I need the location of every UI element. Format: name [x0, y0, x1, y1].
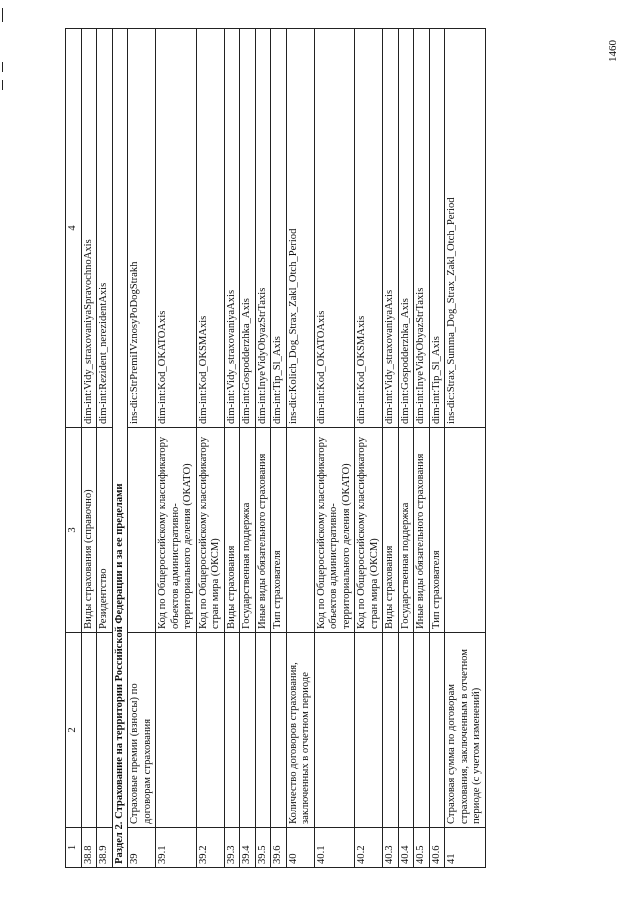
column-header: 4 [66, 29, 82, 428]
row-indicator [429, 633, 445, 828]
row-indicator: Количество договоров страхования, заключенных в отчетном периоде [286, 633, 314, 828]
row-description: Тип страхователя [271, 428, 287, 633]
row-description [286, 428, 314, 633]
row-code: dim-int:Kod_OKATOAxis [156, 29, 197, 428]
row-description: Код по Общероссийскому классификатору объектов административно-территориального деления (ОКАТО) [314, 428, 355, 633]
row-description: Виды страхования [383, 428, 399, 633]
row-number: 39.5 [255, 828, 271, 868]
row-indicator [97, 633, 113, 828]
row-code: dim-int:Kod_OKSMAxis [355, 29, 383, 428]
table-row [398, 29, 414, 868]
row-number: 40.6 [429, 828, 445, 868]
row-number: 38.9 [97, 828, 113, 868]
row-description: Резидентство [97, 428, 113, 633]
column-header: 3 [66, 428, 82, 633]
row-indicator [398, 633, 414, 828]
row-code: dim-int:InyeVidyObyazStrTaxis [414, 29, 430, 428]
row-indicator [383, 633, 399, 828]
section-label: Раздел 2. Страхование на территории Российской Федерации и за ее пределами [112, 29, 128, 868]
page-number: 1460 [607, 40, 619, 62]
table-row [255, 29, 271, 868]
row-code: dim-int:Tip_Sl_Axis [271, 29, 287, 428]
row-number: 39.1 [156, 828, 197, 868]
row-code: ins-dic:Kolich_Dog_Strax_Zakl_Otch_Period [286, 29, 314, 428]
rotated-page [65, 28, 600, 868]
header-row [66, 29, 82, 868]
table-row [445, 29, 486, 868]
row-code: ins-dic:Strax_Summa_Dog_Strax_Zakl_Otch_Period [445, 29, 486, 428]
row-number: 40.1 [314, 828, 355, 868]
table-row [286, 29, 314, 868]
table-row [81, 29, 97, 868]
table-row [196, 29, 224, 868]
row-code: dim-int:Rezident_nerezidentAxis [97, 29, 113, 428]
row-indicator [255, 633, 271, 828]
row-number: 39 [128, 828, 156, 868]
row-description: Иные виды обязательного страхования [255, 428, 271, 633]
table-row [314, 29, 355, 868]
table-row [271, 29, 287, 868]
row-description: Государственная поддержка [398, 428, 414, 633]
row-description: Код по Общероссийскому классификатору объектов административно-территориального деления (ОКАТО) [156, 428, 197, 633]
row-indicator [156, 633, 197, 828]
row-number: 39.3 [224, 828, 240, 868]
margin-mark [2, 80, 3, 90]
row-number: 39.4 [240, 828, 256, 868]
row-code: dim-int:InyeVidyObyazStrTaxis [255, 29, 271, 428]
table-row [355, 29, 383, 868]
row-code: dim-int:Kod_OKATOAxis [314, 29, 355, 428]
row-indicator [240, 633, 256, 828]
row-indicator: Страховые премии (взносы) по договорам страхования [128, 633, 156, 828]
row-description [128, 428, 156, 633]
row-code: dim-int:Tip_Sl_Axis [429, 29, 445, 428]
row-description: Тип страхователя [429, 428, 445, 633]
row-description [445, 428, 486, 633]
table-row [240, 29, 256, 868]
row-code: dim-int:Vidy_straxovaniyaAxis [224, 29, 240, 428]
table-row [414, 29, 430, 868]
row-number: 40.4 [398, 828, 414, 868]
row-number: 40.2 [355, 828, 383, 868]
row-description: Иные виды обязательного страхования [414, 428, 430, 633]
table-row [128, 29, 156, 868]
row-indicator: Страховая сумма по договорам страхования, заключенным в отчетном периоде (с учетом изменений) [445, 633, 486, 828]
row-code: dim-int:Vidy_straxovaniyaAxis [383, 29, 399, 428]
row-indicator [81, 633, 97, 828]
table-row [383, 29, 399, 868]
section-row [112, 29, 128, 868]
column-header: 2 [66, 633, 82, 828]
row-number: 40.5 [414, 828, 430, 868]
row-description: Государственная поддержка [240, 428, 256, 633]
row-description: Код по Общероссийскому классификатору стран мира (ОКСМ) [196, 428, 224, 633]
row-code: dim-int:Kod_OKSMAxis [196, 29, 224, 428]
row-number: 39.6 [271, 828, 287, 868]
table-row [224, 29, 240, 868]
document-table [65, 28, 486, 868]
row-indicator [314, 633, 355, 828]
row-number: 39.2 [196, 828, 224, 868]
margin-mark [2, 62, 3, 72]
row-indicator [224, 633, 240, 828]
row-indicator [355, 633, 383, 828]
row-number: 40.3 [383, 828, 399, 868]
margin-mark [2, 8, 3, 22]
row-number: 38.8 [81, 828, 97, 868]
column-header: 1 [66, 828, 82, 868]
row-indicator [414, 633, 430, 828]
table-row [156, 29, 197, 868]
row-code: dim-int:Vidy_straxovaniyaSpravochnoAxis [81, 29, 97, 428]
row-code: dim-int:Gospodderzhka_Axis [398, 29, 414, 428]
row-description: Виды страхования (справочно) [81, 428, 97, 633]
table-row [97, 29, 113, 868]
row-indicator [271, 633, 287, 828]
row-code: dim-int:Gospodderzhka_Axis [240, 29, 256, 428]
row-description: Код по Общероссийскому классификатору стран мира (ОКСМ) [355, 428, 383, 633]
row-number: 40 [286, 828, 314, 868]
row-code: ins-dic:StrPremiIVznosyPoDogStrakh [128, 29, 156, 428]
row-indicator [196, 633, 224, 828]
table-row [429, 29, 445, 868]
row-description: Виды страхования [224, 428, 240, 633]
table-body [81, 29, 485, 868]
row-number: 41 [445, 828, 486, 868]
